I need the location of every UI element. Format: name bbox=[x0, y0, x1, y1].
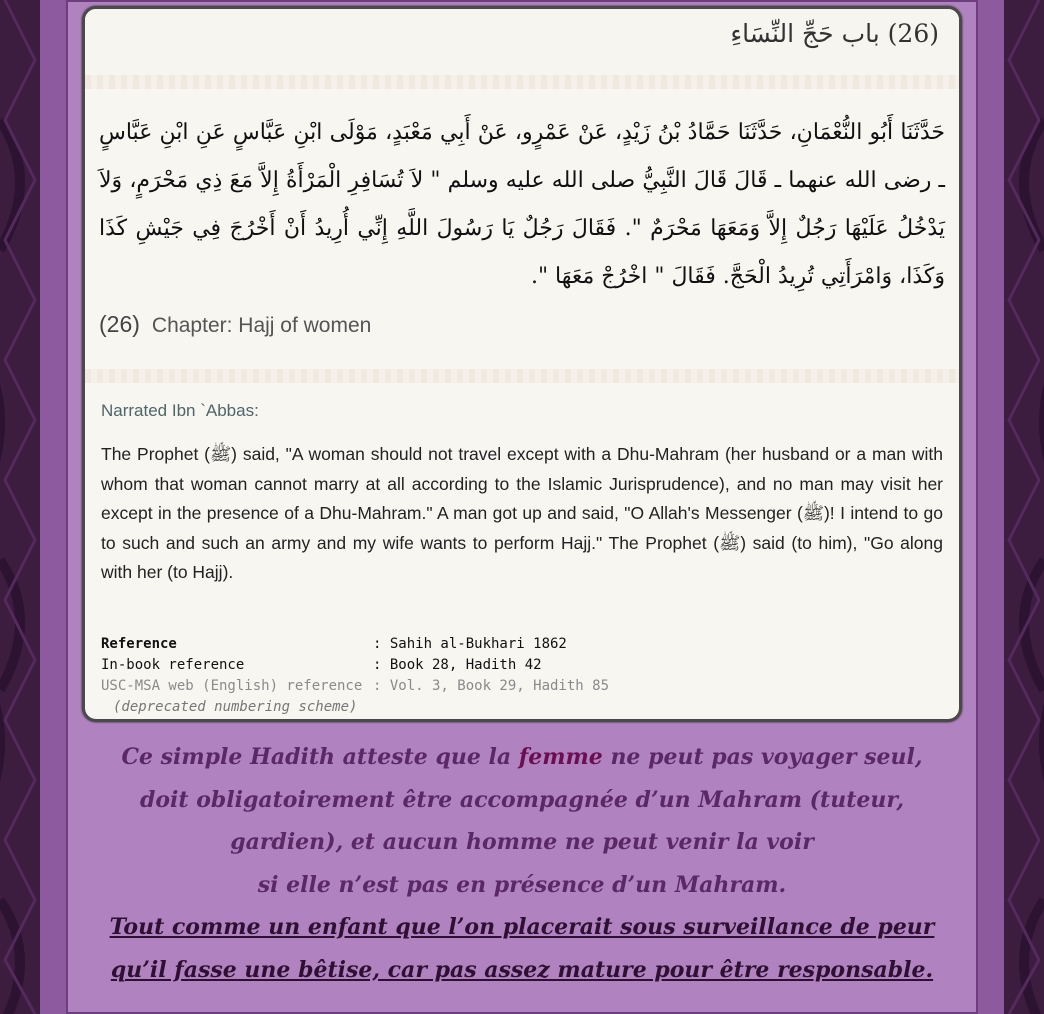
commentary-line-2: doit obligatoirement être accompagnée d’un Mahram (tuteur, bbox=[139, 786, 905, 813]
inbook-reference-value: : Book 28, Hadith 42 bbox=[373, 657, 542, 673]
reference-row bbox=[101, 634, 609, 655]
usc-reference-row bbox=[101, 676, 609, 697]
hadith-arabic-text: حَدَّثَنَا أَبُو النُّعْمَانِ، حَدَّثَنَا حَمَّادُ بْنُ زَيْدٍ، عَنْ عَمْرٍو، عَنْ أَبِي مَعْبَدٍ، مَوْلَى ابْنِ عَبَّاسٍ عَنِ ابْنِ عَبَّاسٍ ـ رضى الله عنهما ـ قَالَ قَالَ النَّبِيُّ صلى الله عليه وسلم " لاَ تُسَافِرِ الْمَرْأَةُ إِلاَّ مَعَ ذِي مَحْرَمٍ، وَلاَ يَدْخُلُ عَلَيْهَا رَجُلٌ إِلاَّ وَمَعَهَا مَحْرَمٌ ". فَقَالَ رَجُلٌ يَا رَسُولَ اللَّهِ إِنِّي أُرِيدُ أَنْ أَخْرُجَ فِي جَيْشِ كَذَا وَكَذَا، وَامْرَأَتِي تُرِيدُ الْحَجَّ. فَقَالَ " اخْرُجْ مَعَهَا ". bbox=[99, 120, 945, 289]
usc-reference-value: : Vol. 3, Book 29, Hadith 85 bbox=[373, 678, 610, 694]
reference-label: Reference bbox=[101, 636, 177, 652]
card-header bbox=[85, 9, 959, 76]
reference-table bbox=[101, 634, 609, 718]
chapter-number-arabic: (26) bbox=[887, 19, 939, 48]
chapter-name-english: Chapter: Hajj of women bbox=[151, 314, 372, 337]
section-divider-stripe bbox=[85, 369, 959, 383]
commentary-underlined-line-1: Tout comme un enfant que l’on placerait sous surveillance de peur bbox=[109, 914, 935, 940]
commentary-line-3: gardien), et aucun homme ne peut venir la voir bbox=[230, 829, 814, 855]
usc-reference-label: USC-MSA web (English) reference bbox=[101, 678, 363, 694]
commentary-line-1-end: ne peut pas voyager seul, bbox=[602, 744, 923, 770]
commentary-line-4: si elle n’est pas en présence d’un Mahram. bbox=[257, 871, 787, 898]
hadith-english-text: The Prophet (ﷺ) said, "A woman should not travel except with a Dhu-Mahram (her husband or a man with whom that woman cannot marry at all according to the Islamic Jurisprudence), and no man may visit her except in the presence of a Dhu-Mahram." A man got up and said, "O Allah's Messenger (ﷺ)! I intend to go to such and such an army and my wife wants to perform Hajj." The Prophet (ﷺ) said (to him), "Go along with her (to Hajj). bbox=[101, 444, 944, 582]
commentary-line-1-start: Ce simple Hadith atteste que la bbox=[121, 744, 519, 770]
hadith-card bbox=[82, 6, 962, 722]
chapter-title-arabic bbox=[730, 19, 939, 48]
commentary-underlined-line-2: qu’il fasse une bêtise, car pas assez mature pour être responsable. bbox=[110, 956, 934, 983]
commentary-line-1 bbox=[66, 736, 978, 779]
reference-value: : Sahih al-Bukhari 1862 bbox=[373, 636, 567, 652]
narrator-line: Narrated Ibn `Abbas: bbox=[101, 401, 259, 420]
chapter-name-arabic: باب حَجِّ النِّسَاءِ bbox=[730, 19, 880, 48]
commentary-highlight-femme: femme bbox=[518, 744, 603, 770]
french-commentary bbox=[66, 736, 978, 991]
chapter-number-english: (26) bbox=[99, 311, 140, 337]
usc-deprecated-note: (deprecated numbering scheme) bbox=[113, 699, 358, 715]
inbook-reference-row bbox=[101, 655, 609, 676]
inbook-reference-label: In-book reference bbox=[101, 657, 245, 673]
header-divider-stripe bbox=[85, 75, 959, 89]
chapter-title-english bbox=[99, 311, 371, 338]
